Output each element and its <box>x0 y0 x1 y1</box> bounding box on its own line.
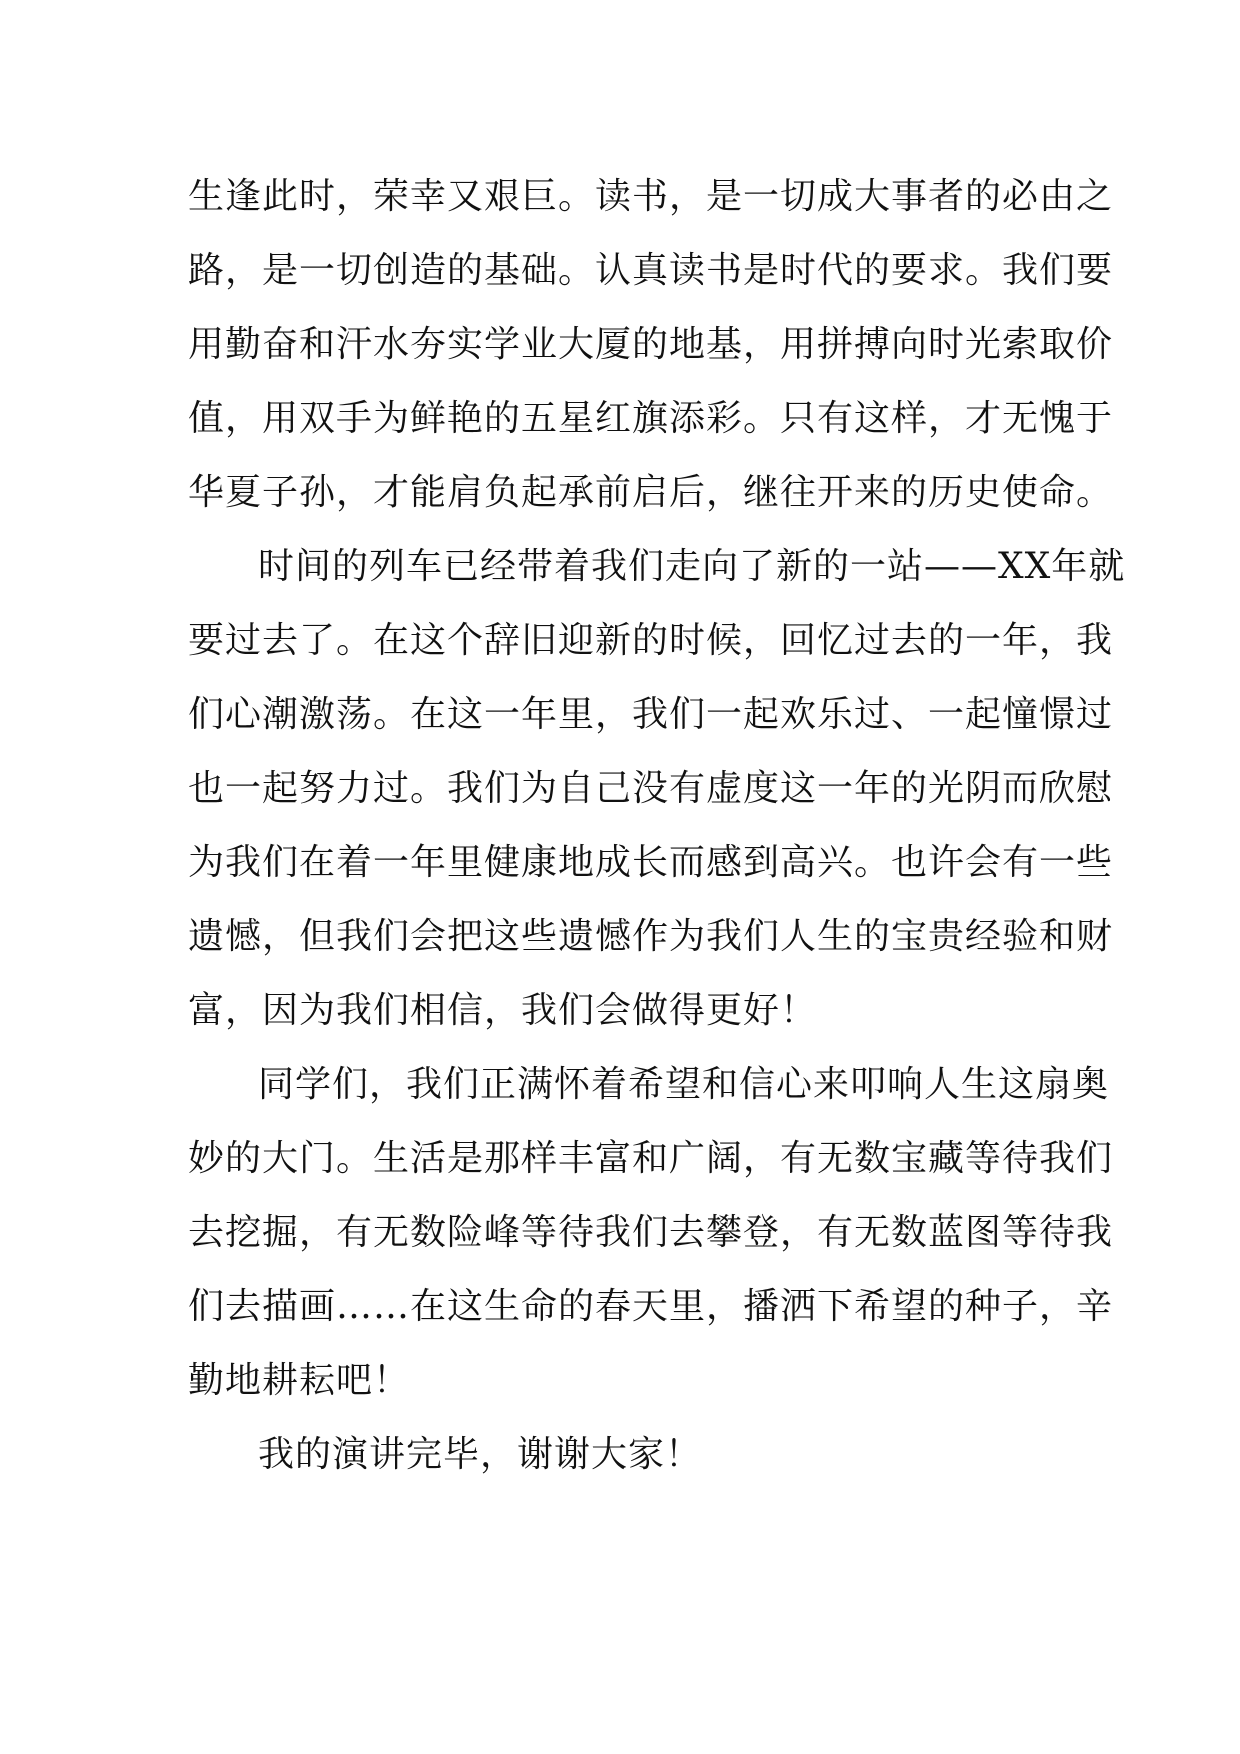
paragraph-3-line-3: 去挖掘，有无数险峰等待我们去攀登，有无数蓝图等待我 <box>188 1212 1114 1253</box>
paragraph-2-line-5: 为我们在着一年里健康地成长而感到高兴。也许会有一些 <box>188 842 1114 883</box>
paragraph-3-line-1: 同学们，我们正满怀着希望和信心来叩响人生这扇奥 <box>258 1064 1110 1105</box>
paragraph-2-line-4: 也一起努力过。我们为自己没有虚度这一年的光阴而欣慰 <box>188 768 1114 809</box>
paragraph-1-line-3: 用勤奋和汗水夯实学业大厦的地基，用拼搏向时光索取价 <box>188 324 1114 365</box>
closing-line: 我的演讲完毕，谢谢大家！ <box>258 1434 703 1475</box>
paragraph-2-line-6: 遗憾，但我们会把这些遗憾作为我们人生的宝贵经验和财 <box>188 916 1114 957</box>
paragraph-2-line-7: 富，因为我们相信，我们会做得更好！ <box>188 990 818 1031</box>
paragraph-3-line-5: 勤地耕耘吧！ <box>188 1360 411 1401</box>
paragraph-1-line-1: 生逢此时，荣幸又艰巨。读书，是一切成大事者的必由之 <box>188 176 1114 217</box>
paragraph-3-line-2: 妙的大门。生活是那样丰富和广阔，有无数宝藏等待我们 <box>188 1138 1114 1179</box>
paragraph-2-line-1: 时间的列车已经带着我们走向了新的一站——XX年就 <box>258 546 1126 587</box>
paragraph-2-line-2: 要过去了。在这个辞旧迎新的时候，回忆过去的一年，我 <box>188 620 1114 661</box>
paragraph-1-line-4: 值，用双手为鲜艳的五星红旗添彩。只有这样，才无愧于 <box>188 398 1114 439</box>
paragraph-1-line-5: 华夏子孙，才能肩负起承前启后，继往开来的历史使命。 <box>188 472 1114 513</box>
speech-text <box>188 160 1126 1492</box>
paragraph-1-line-2: 路，是一切创造的基础。认真读书是时代的要求。我们要 <box>188 250 1114 291</box>
paragraph-3-line-4: 们去描画……在这生命的春天里，播洒下希望的种子，辛 <box>188 1286 1114 1327</box>
paragraph-2-line-3: 们心潮激荡。在这一年里，我们一起欢乐过、一起憧憬过 <box>188 694 1114 735</box>
